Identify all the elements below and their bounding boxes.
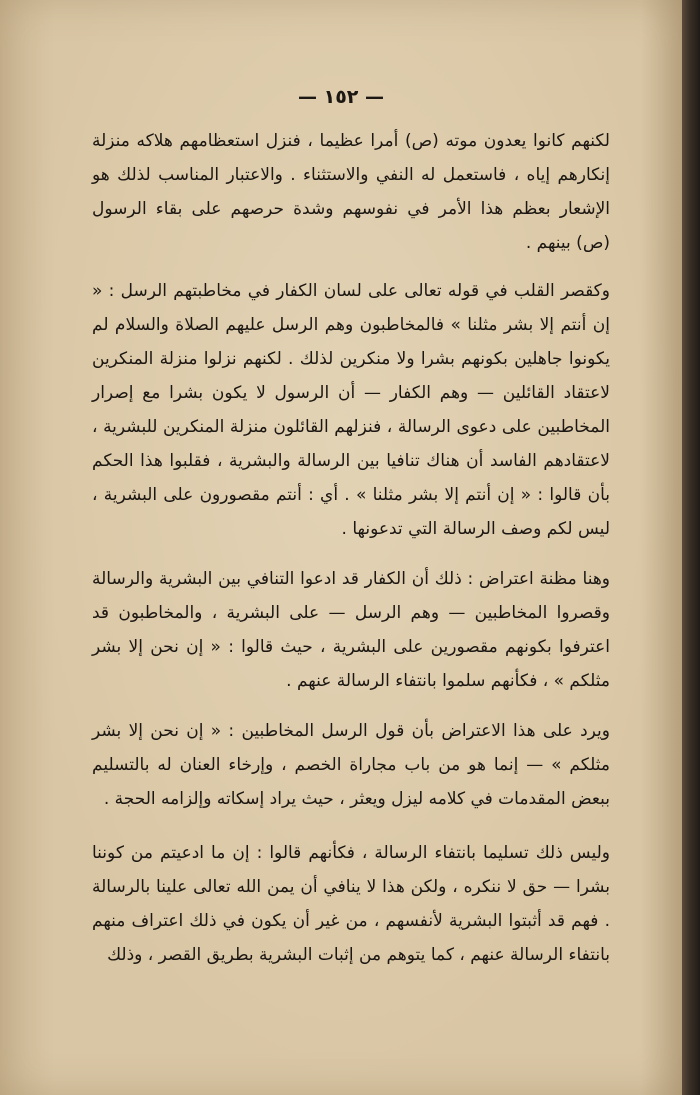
book-spine	[682, 0, 700, 1095]
paragraph-5: وليس ذلك تسليما بانتفاء الرسالة ، فكأنهم قالوا : إن ما ادعيتم من كوننا بشرا — حق لا ننكره ، ولكن هذا لا ينافي أن يمن الله تعالى علينا بالرسالة . فهم قد أثبتوا البشرية لأنفسهم ، من غير أن يكون في ذلك اعتراف منهم بانتفاء الرسالة عنهم ، كما يتوهم من إثبات البشرية بطريق القصر ، وذلك	[92, 843, 610, 965]
paragraph-3: وهنا مظنة اعتراض : ذلك أن الكفار قد ادعوا التنافي بين البشرية والرسالة وقصروا المخاطبين — وهم الرسل — على البشرية ، والمخاطبون قد اعترفوا بكونهم مقصورين على البشرية ، حيث قالوا : « إن نحن إلا بشر مثلكم » ، فكأنهم سلموا بانتفاء الرسالة عنهم .	[92, 569, 610, 691]
page-body	[92, 124, 610, 972]
paragraph-2: وكقصر القلب في قوله تعالى على لسان الكفار في مخاطبتهم الرسل : « إن أنتم إلا بشر مثلنا » فالمخاطبون وهم الرسل عليهم الصلاة والسلام لم يكونوا جاهلين بكونهم بشرا ولا منكرين لذلك . لكنهم نزلوا منزلة المنكرين لاعتقاد القائلين — وهم الكفار — أن الرسول لا يكون بشرا مع إصرار المخاطبين على دعوى الرسالة ، فنزلهم القائلون منزلة المنكرين للبشرية ، لاعتقادهم الفاسد أن هناك تنافيا بين الرسالة والبشرية ، فقلبوا هذا الحكم بأن قالوا : « إن أنتم إلا بشر مثلنا » . أي : أنتم مقصورون على البشرية ، ليس لكم وصف الرسالة التي تدعونها .	[92, 281, 610, 539]
paragraph-4: ويرد على هذا الاعتراض بأن قول الرسل المخاطبين : « إن نحن إلا بشر مثلكم » — إنما هو من باب مجاراة الخصم ، وإرخاء العنان له بالتسليم ببعض المقدمات في كلامه ليزل ويعثر ، حيث يراد إسكاته وإلزامه الحجة .	[92, 721, 610, 809]
page-number: — ١٥٢ —	[297, 86, 385, 108]
paragraph-1: لكنهم كانوا يعدون موته (ص) أمرا عظيما ، فنزل استعظامهم هلاكه منزلة إنكارهم إياه ، فاستعمل له النفي والاستثناء . والاعتبار المناسب لذلك هو الإشعار بعظم هذا الأمر في نفوسهم وشدة حرصهم على بقاء الرسول (ص) بينهم .	[92, 131, 610, 253]
